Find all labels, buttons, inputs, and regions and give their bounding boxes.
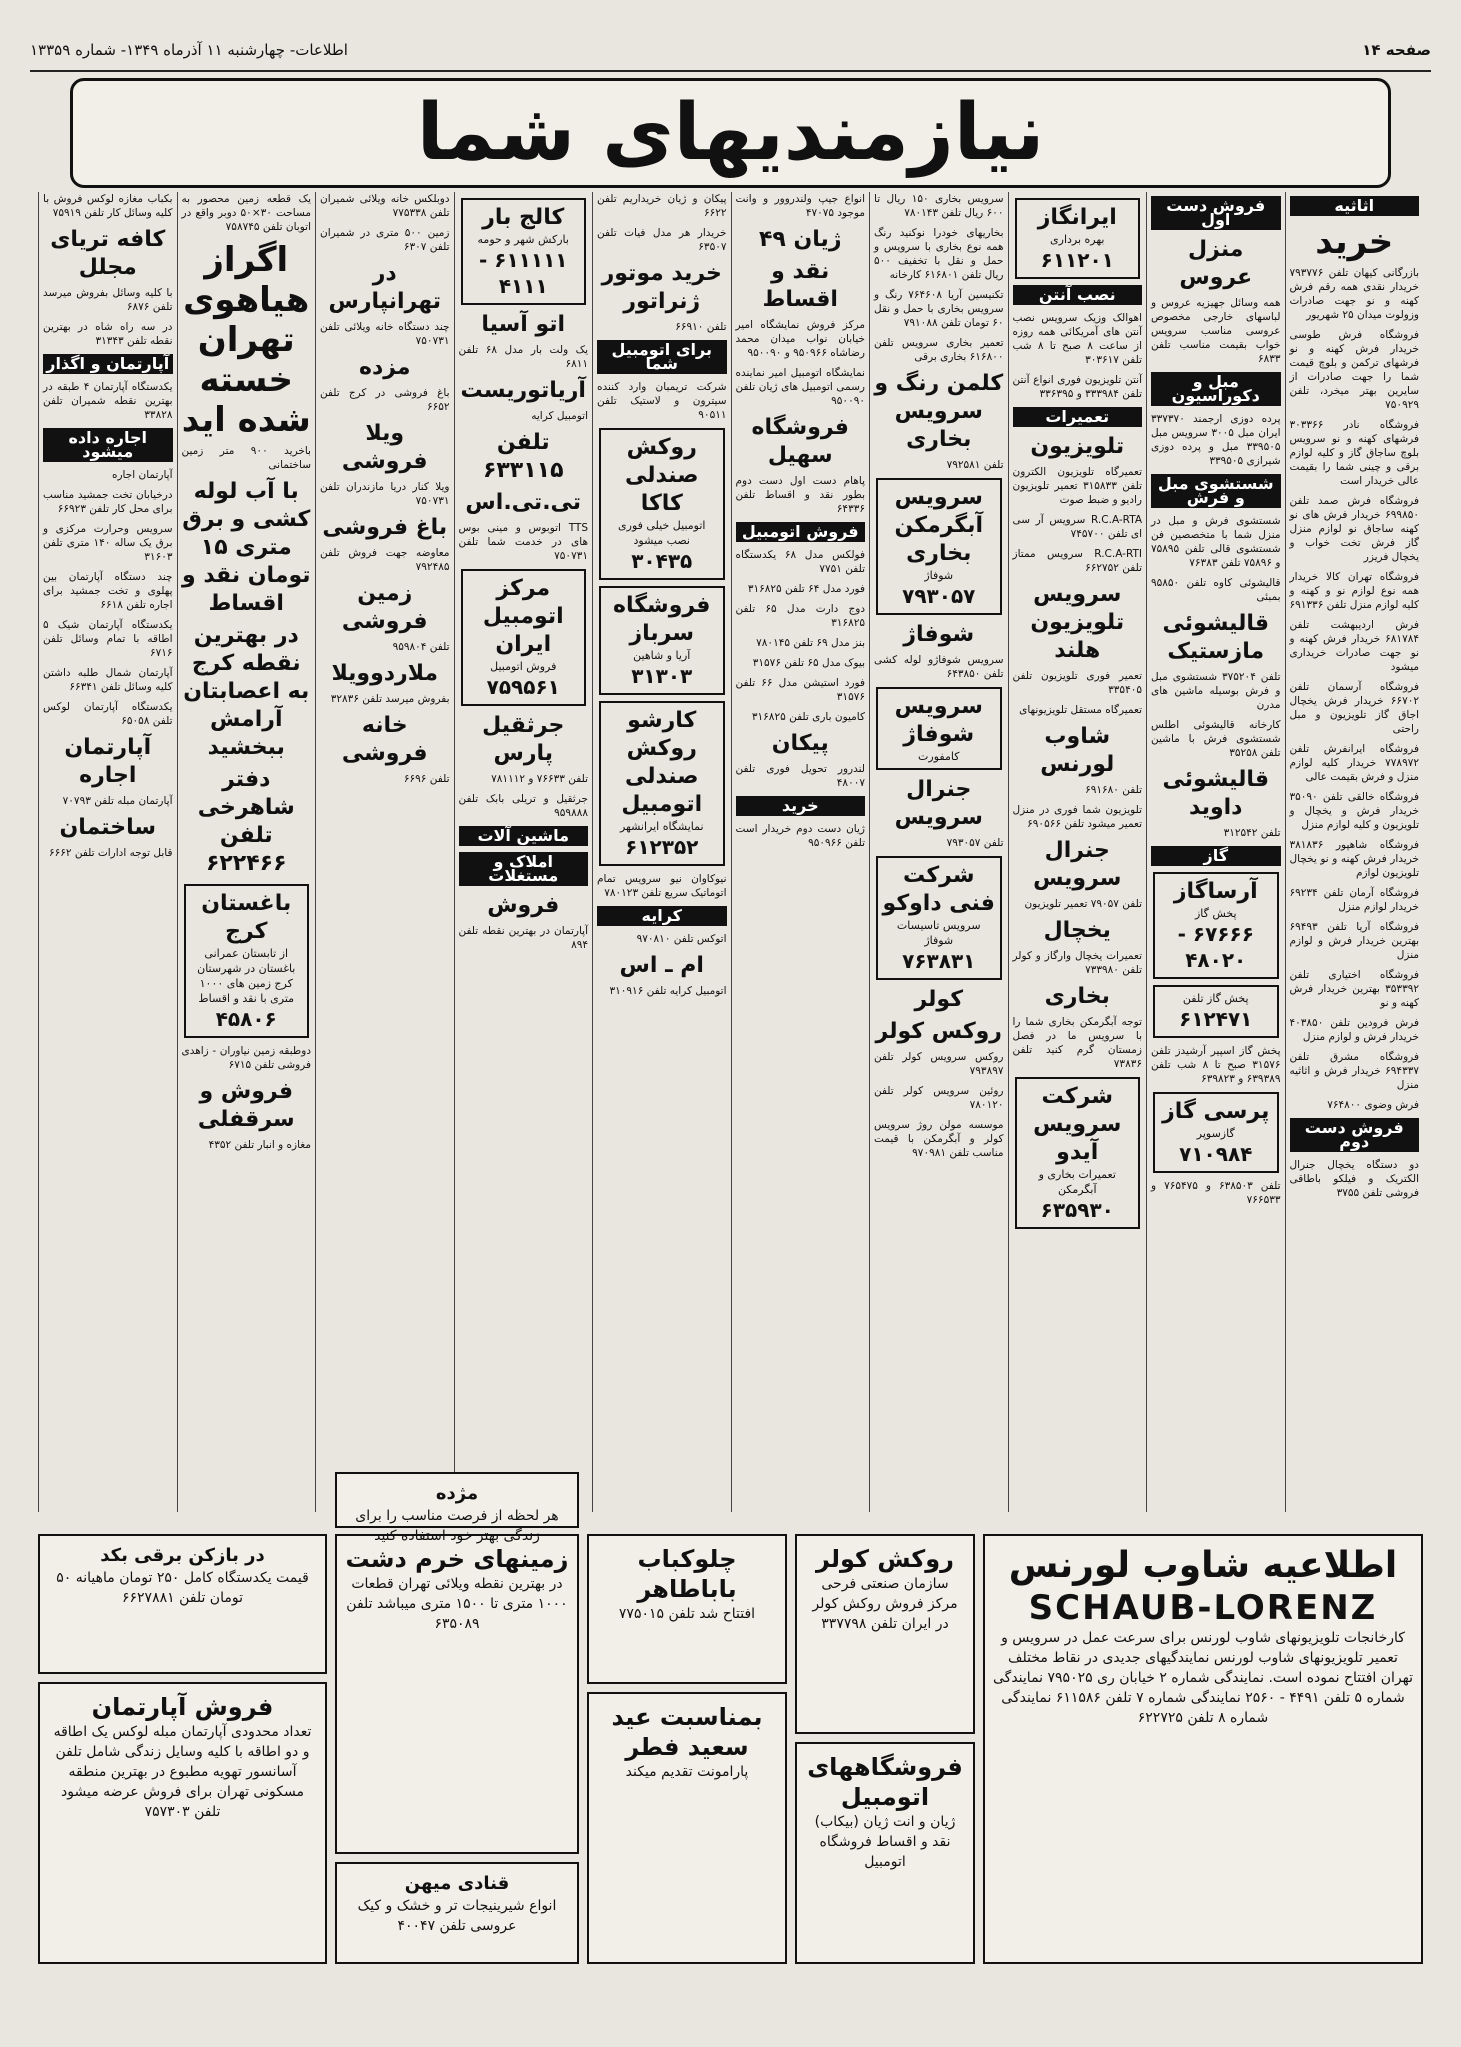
section-header: تعمیرات: [1013, 407, 1143, 427]
classified-ad: فروشگاه خالقی تلفن ۳۵۰۹۰ خریدار فرش و یخچال و تلویزیون و کلیه لوازم منزل: [1289, 791, 1419, 831]
classified-ad: تلفن ۹۵۹۸۰۴: [392, 641, 450, 653]
ad-heading: ملاردوویلا: [331, 661, 439, 686]
classified-ad: سرویس بخاری ۱۵۰ ریال تا ۶۰۰ ریال تلفن ۷۸۰۱۴۳: [874, 193, 1004, 219]
ad-title: کالج بار: [482, 205, 565, 230]
display-ad-a6: [335, 1534, 579, 1854]
ad-subtitle: از تابستان عمرانی باغستان در شهرستان کرج زمین های ۱۰۰۰ متری با نقد و اقساط: [197, 947, 296, 1005]
classified-ad: روکس سرویس کولر تلفن ۷۹۳۸۹۷: [874, 1051, 1004, 1077]
ad-heading: شاوب لورنس: [1040, 724, 1115, 777]
ad-subtitle: پخش گاز: [1194, 907, 1237, 920]
section-header: املاک و مستغلات: [459, 852, 589, 886]
classified-ad: مرکز فروش نمایشگاه امیر خیابان نواب میدان محمد رضاشاه ۹۵۰۹۶۶ و ۹۵۰۰۹۰: [735, 319, 865, 359]
display-ad-a8: [38, 1534, 327, 1674]
classified-ad: R.C.A-RTI سرویس ممتاز تلفن ۶۶۲۷۵۲: [1012, 548, 1142, 574]
ad-title: باغستان کرج: [201, 891, 292, 944]
section-header: اثاثیه: [1290, 196, 1420, 216]
classified-ad: دوطبقه زمین نیاوران - زاهدی فروشی تلفن ۶۷۱۵: [181, 1045, 311, 1071]
ad-phone: ۴۵۸۰۶: [215, 1007, 277, 1031]
ad-heading: باغ فروشی: [322, 515, 448, 540]
classified-ad: فروشگاه آرسمان تلفن ۶۶۷۰۲ خریدار فرش یخچال اجاق گاز تلویزیون و مبل راحتی: [1289, 681, 1419, 735]
display-ad-title: روکش کولر: [816, 1545, 954, 1573]
ad-heading: فروش: [487, 893, 560, 918]
column-c4: [869, 192, 1008, 1512]
section-header: فروش اتومبیل: [736, 522, 866, 542]
classified-ad: فروشگاه فرش صمد تلفن ۶۹۹۸۵۰ خریدار فرش های نو کهنه ساجاق نو لوازم منزل گاز فرش تخت خواب و یخچال فریزر: [1289, 495, 1419, 563]
classified-ad: بنز مدل ۶۹ تلفن ۷۸۰۱۴۵: [756, 637, 865, 649]
classified-ad: تلفن ۶۶۹۶: [403, 773, 450, 785]
classified-ad: بخاریهای خودرا نوکنید رنگ همه نوع بخاری با سرویس و حمل و نقل با تخفیف ۵۰۰ ریال تلفن ۶۱۶۸۰۱ کارخانه: [874, 227, 1004, 281]
classified-ad: اتومبیل کرایه تلفن ۳۱۰۹۱۶: [609, 985, 727, 997]
classified-ad: موسسه مولن روژ سرویس کولر و آبگرمکن با قیمت مناسب تلفن ۹۷۰۹۸۱: [874, 1119, 1004, 1159]
ad-subtitle: فروش اتومبیل: [490, 660, 557, 673]
classified-ad: آنتن تلویزیون فوری انواع آنتن تلفن ۳۳۳۹۸۴ و ۳۳۶۳۹۵: [1012, 374, 1142, 400]
ad-box: [1015, 198, 1141, 279]
ad-heading: مزده: [358, 355, 411, 380]
ad-heading: اتو آسیا: [481, 312, 566, 337]
ad-heading: کولر: [914, 987, 964, 1012]
display-ad-text: پارامونت تقدیم میکند: [625, 1764, 749, 1780]
ad-box: [876, 478, 1002, 615]
classified-ad: بازرگانی کیهان تلفن ۷۹۳۷۷۶ خریدار نقدی همه رقم فرش کهنه و نو جهت صادرات وزولوت میدان ۲۵ شهریور: [1289, 267, 1419, 321]
ad-subtitle: آریا و شاهین: [633, 649, 691, 662]
classified-ad: فروشگاه نادر ۳۰۳۳۶۶ فرشهای کهنه و نو سرویس بلوچ ساجاق گاز و کلیه لوازم برقی و چینی شما را بقیمت عالی خریدار است: [1289, 419, 1419, 487]
ad-heading: فروشگاه سهیل: [751, 415, 849, 468]
classified-ad: باخرید ۹۰۰ متر زمین ساختمانی: [181, 445, 311, 471]
section-header: خرید: [736, 796, 866, 816]
ad-title: کارشو روکش صندلی اتومبیل: [621, 708, 703, 817]
display-ad-text: سازمان صنعتی فرحی مرکز فروش روکش کولر در ایران تلفن ۳۳۷۷۹۸: [812, 1576, 958, 1632]
classified-ad: فورد استیشن مدل ۶۶ تلفن ۳۱۵۷۶: [735, 677, 865, 703]
classified-ad: تعمیرگاه مستقل تلویزیونهای: [1019, 704, 1142, 716]
classified-ad: آپارتمان اجاره: [111, 469, 173, 481]
classified-ad: سرویس وحرارت مرکزی و برق یک ساله ۱۴۰ متری تلفن ۳۱۶۰۳: [43, 523, 173, 563]
classified-ad: سرویس شوفاژو لوله کشی تلفن ۶۴۳۸۵۰: [874, 654, 1004, 680]
classified-ad: بفروش میرسد تلفن ۳۲۸۳۶: [330, 693, 450, 705]
ad-heading: تی.تی.اس: [465, 490, 582, 515]
ad-box: [184, 884, 310, 1038]
ad-subtitle: اتومبیل خیلی فوری نصب میشود: [618, 519, 706, 547]
ad-heading: ساختمان: [59, 815, 157, 840]
classified-ad: ویلا کنار دریا مازندران تلفن ۷۵۰۷۳۱: [320, 481, 450, 507]
classified-ad: بکباب مغازه لوکس فروش با کلیه وسائل کار تلفن ۷۵۹۱۹: [43, 193, 173, 219]
ad-heading: منزل عروس: [1179, 237, 1253, 290]
ad-heading: در تهرانپارس: [328, 261, 442, 314]
ad-heading: جنرال سرویس: [894, 777, 983, 830]
display-ad-a1: [983, 1534, 1423, 1964]
classified-ad: کارخانه قالیشوئی اطلس شستشوی فرش با ماشین تلفن ۳۵۲۵۸: [1151, 719, 1281, 759]
page-header: [30, 30, 1431, 72]
classified-ad: فورد مدل ۶۴ تلفن ۳۱۶۸۲۵: [747, 583, 865, 595]
ad-phone: ۶۱۲۴۷۱: [1179, 1007, 1253, 1031]
classified-ad: شستشوی فرش و مبل در منزل شما با متخصصین فن شستشوی قالی تلفن ۷۵۸۹۵ و ۷۵۸۹۶ تلفن ۷۶۳۸۳: [1151, 515, 1281, 569]
section-header: فروش دست دوم: [1290, 1118, 1420, 1152]
ad-heading: ژیان ۴۹: [759, 227, 842, 252]
ad-heading: پیکان: [771, 731, 829, 756]
classified-ad: دوبلکس خانه ویلائی شمیران تلفن ۷۷۵۳۳۸: [320, 193, 450, 219]
classified-ad: درخیابان تخت جمشید مناسب برای محل کار تلفن ۶۶۹۲۳: [43, 489, 173, 515]
ad-box: [876, 856, 1002, 980]
classified-ad: فروشگاه آرمان تلفن ۶۹۲۳۴ خریدار لوازم منزل: [1289, 887, 1419, 913]
classified-ad: تعمیر فوری تلویزیون تلفن ۳۳۵۴۰۵: [1012, 670, 1142, 696]
section-header: مبل و دکوراسیون: [1151, 372, 1281, 406]
ad-phone: ۷۵۹۵۶۱: [486, 675, 560, 699]
ad-heading: روکس کولر: [875, 1019, 1002, 1044]
ad-phone: ۶۷۶۶۶ - ۴۸۰۲۰: [1177, 922, 1254, 972]
classified-ad: قالیشوئی کاوه تلفن ۹۵۸۵۰ بمبئی: [1151, 577, 1281, 603]
classified-ad: فروشگاه شاهپور ۳۸۱۸۳۶ خریدار فرش کهنه و نو یخچال تلویزیون لوازم: [1289, 839, 1419, 879]
display-ad-title: قنادی میهن: [404, 1873, 510, 1894]
ad-title: سرویس آبگرمکن بخاری: [894, 485, 983, 566]
classified-ad: پرده دوزی ارجمند ۳۳۷۳۷۰ ایران مبل ۳۰۰۵ سرویس مبل ۳۳۹۵۰۵ مبل و پرده دوزی شیرازی ۳۳۹۵۰۵: [1151, 413, 1281, 467]
classified-ad: انواع جیپ ولندروور و وانت موجود ۴۷۰۷۵: [735, 193, 865, 219]
classified-ad: فروشگاه اختیاری تلفن ۳۵۳۳۹۲ بهترین خریدار فرش کهنه و نو: [1289, 969, 1419, 1009]
display-ad-a2: [795, 1534, 975, 1734]
classified-ad: باغ فروشی در کرج تلفن ۶۶۵۲: [320, 387, 450, 413]
classified-ad: تلفن ۷۹۲۵۸۱: [946, 459, 1004, 471]
column-c9: [177, 192, 316, 1512]
ad-box: [599, 428, 725, 580]
classified-ad: نیوکاوان نیو سرویس تمام اتوماتیک سریع تلفن ۷۸۰۱۲۳: [597, 873, 727, 899]
ad-heading: دفتر شاهرخی تلفن ۶۲۲۴۶۶: [197, 767, 295, 876]
ad-heading: آپارتمان اجاره: [64, 735, 152, 788]
ad-box: [461, 569, 587, 706]
classified-ad: قابل توجه ادارات تلفن ۶۶۶۲: [48, 847, 173, 859]
classified-ad: چند دستگاه خانه ویلائی تلفن ۷۵۰۷۳۱: [320, 321, 450, 347]
classified-ad: فروشگاه آریا تلفن ۶۹۴۹۳ بهترین خریدار فرش و لوازم منزل: [1289, 921, 1419, 961]
classified-ad: همه وسائل جهیزیه عروس و لباسهای خارجی مخصوص عروسی مناسب سرویس خواب بقیمت مناسب تلفن ۶۸۳۳: [1151, 297, 1281, 365]
ad-subtitle: بهره برداری: [1050, 233, 1105, 246]
display-ad-title: فروشگاههای اتومبیل: [807, 1753, 963, 1811]
classified-ad: تلفن ۶۶۹۱۰: [675, 321, 727, 333]
ad-box: [461, 198, 587, 305]
column-c6: [592, 192, 731, 1512]
display-ad-text: در بهترین نقطه ویلائی تهران قطعات ۱۰۰۰ متری تا ۱۵۰۰ متری میباشد تلفن ۶۳۵۰۸۹: [346, 1576, 568, 1632]
ad-box: [1015, 1077, 1141, 1229]
classified-ad: اتوکس تلفن ۹۷۰۸۱۰: [636, 933, 727, 945]
classified-ad: تلفن ۷۹۳۰۵۷: [946, 837, 1004, 849]
classified-ad: بیوک مدل ۶۵ تلفن ۳۱۵۷۶: [752, 657, 865, 669]
section-banner: [70, 78, 1391, 188]
ad-phone: ۷۱۰۹۸۴: [1179, 1142, 1253, 1166]
ad-box: [599, 701, 725, 866]
ad-heading: نقد و اقساط: [762, 259, 838, 312]
classified-ad: TTS اتوبوس و مینی بوس های در خدمت شما تلفن ۷۵۰۷۳۱: [458, 522, 588, 562]
ad-subtitle: سرویس تاسیسات شوفاژ: [896, 919, 981, 947]
ad-heading: فروش و سرقفلی: [197, 1079, 295, 1132]
classifieds-area: [38, 192, 1423, 1990]
ad-subtitle: نمایشگاه ایرانشهر: [619, 820, 704, 833]
ad-title: روکش صندلی کاکا: [625, 435, 699, 516]
classified-ad: کامیون باری تلفن ۳۱۶۸۲۵: [751, 711, 865, 723]
display-ad-a5: [587, 1692, 787, 1964]
classified-ad: روئین سرویس کولر تلفن ۷۸۰۱۲۰: [874, 1085, 1004, 1111]
ad-heading: قالیشوئی داوید: [1162, 767, 1270, 820]
ad-heading: با آب لوله کشی و برق متری ۱۵ تومان نقد و اقساط: [181, 479, 311, 616]
classified-ad: یکدستگاه آپارتمان ۴ طبقه در بهترین نقطه شمیران تلفن ۳۳۸۲۸: [43, 381, 173, 421]
ad-heading: شوفاژ: [903, 622, 975, 647]
classified-ad: معاوضه جهت فروش تلفن ۷۹۲۴۸۵: [320, 547, 450, 573]
display-ad-title: زمینهای خرم دشت: [345, 1545, 569, 1573]
section-header: شستشوی مبل و فرش: [1151, 474, 1281, 508]
classified-ad: چند دستگاه آپارتمان بین پهلوی و تخت جمشید برای اجاره تلفن ۶۶۱۸: [43, 571, 173, 611]
classified-ad: یکدستگاه آپارتمان شیک ۵ اطاقه با تمام وسائل تلفن ۶۷۱۶: [43, 619, 173, 659]
display-ad-a7: [335, 1862, 579, 1964]
banner-title: نیازمندیهای شما: [416, 88, 1045, 178]
classified-ad: یکدستگاه آپارتمان لوکس تلفن ۶۵۰۵۸: [43, 701, 173, 727]
section-header: کرایه: [597, 906, 727, 926]
display-ad-title: چلوکباب باباطاهر: [637, 1545, 737, 1603]
display-ad-a3: [795, 1742, 975, 1964]
classified-ad: فروشگاه تهران کالا خریدار همه نوع لوازم نو و کهنه و کلیه لوازم منزل تلفن ۶۹۱۳۳۶: [1289, 571, 1419, 611]
ad-title: شرکت سرویس آیدو: [1033, 1084, 1122, 1165]
ad-heading: جرثقیل پارس: [482, 713, 565, 766]
ad-box: [1153, 1092, 1279, 1173]
ad-box: [876, 687, 1002, 770]
ad-box: [1153, 985, 1279, 1038]
classified-ad: ژیان دست دوم خریدار است تلفن ۹۵۰۹۶۶: [735, 823, 865, 849]
ad-title: سرویس شوفاژ: [894, 694, 983, 747]
display-ad-a4: [587, 1534, 787, 1684]
classified-ad: آپارتمان مبله تلفن ۷۰۷۹۳: [62, 795, 173, 807]
section-header: اجاره داده میشود: [43, 428, 173, 462]
ad-box: [599, 586, 725, 695]
ad-heading: تلفن ۶۳۳۱۱۵: [482, 430, 564, 483]
ad-subtitle: بارکش شهر و حومه: [477, 233, 569, 246]
column-c2: [1146, 192, 1285, 1512]
classified-ad: اتومبیل کرایه: [531, 410, 588, 422]
display-ad-title: در بازکن برقی بکد: [100, 1545, 265, 1566]
ad-title: شرکت فنی داوکو: [882, 863, 995, 916]
ad-heading: تلویزیون: [1030, 434, 1125, 459]
section-header: فروش دست اول: [1151, 196, 1281, 230]
ad-title: فروشگاه سرباز: [613, 593, 711, 646]
ad-phone: ۷۹۳۰۵۷: [902, 584, 976, 608]
display-ad-text: افتتاح شد تلفن ۷۷۵۰۱۵: [618, 1606, 756, 1622]
ad-heading: آریاتوریست: [460, 378, 586, 403]
section-header: آپارتمان و اگذار: [43, 354, 173, 374]
classified-ad: آپارتمان در بهترین نقطه تلفن ۸۹۴: [458, 925, 588, 951]
ad-heading: اگراز هیاهوی تهران خسته شده اید: [181, 240, 311, 440]
classified-ad: شرکت تریمبان وارد کننده سیترون و لاستیک تلفن ۹۰۵۱۱: [597, 381, 727, 421]
classified-ad: اهوالک وزیک سرویس نصب آنتن های آمریکائی همه روزه از ساعت ۸ صبح تا ۸ شب تلفن ۳۰۳۶۱۷: [1012, 312, 1142, 366]
section-header: برای اتومبیل شما: [597, 340, 727, 374]
issue-info: اطلاعات- چهارشنبه ۱۱ آذرماه ۱۳۴۹- شماره ۱۳۳۵۹: [30, 41, 348, 59]
classified-ad: تلفن ۳۱۲۵۴۲: [1223, 827, 1281, 839]
section-header: نصب آنتن: [1013, 285, 1143, 305]
ad-heading: زمین فروشی: [341, 581, 428, 634]
classified-ad: تعمیرگاه تلویزیون الکترون تلفن ۳۱۵۸۳۳ تعمیر تلویزیون رادیو و ضبط صوت: [1012, 466, 1142, 506]
display-ad-a9: [38, 1682, 327, 1964]
classified-ad: جرثقیل و تریلی بابک تلفن ۹۵۹۸۸۸: [458, 793, 588, 819]
classified-ad: دو دستگاه یخچال جنرال الکتریک و فیلکو باطاقی فروشی تلفن ۳۷۵۵: [1289, 1159, 1419, 1199]
classified-ad: فروشگاه فرش طوسی خریدار فرش کهنه و نو فرشهای ترکمن و بلوچ قیمت شما را جهت صادرات از سایرین بهتر میخرد، تلفن ۷۵۰۹۲۹: [1289, 329, 1419, 411]
classified-ad: یک ولت بار مدل ۶۸ تلفن ۶۸۱۱: [458, 344, 588, 370]
classified-ad: فرش اردیبهشت تلفن ۶۸۱۷۸۴ خریدار فرش کهنه و نو جهت صادرات خریداری میشود: [1289, 619, 1419, 673]
classified-ad: پاهام دست اول دست دوم بطور نقد و اقساط تلفن ۶۴۳۳۶: [735, 475, 865, 515]
classified-ad: تکنیسین آریا ۷۶۴۶۰۸ رنگ و سرویس بخاری با حمل و نقل ۶۰ تومان تلفن ۷۹۱۰۸۸: [874, 289, 1004, 329]
classified-ad: فولکس مدل ۶۸ یکدستگاه تلفن ۷۷۵۱: [735, 549, 865, 575]
display-ad-text: هر لحظه از فرصت مناسب را برای زندگی بهتر خود استفاده کنید: [355, 1508, 559, 1544]
classified-ad: زمین ۵۰۰ متری در شمیران تلفن ۶۳۰۷: [320, 227, 450, 253]
ad-phone: ۷۶۳۸۳۱: [902, 949, 976, 973]
classified-ad: R.C.A-RTA سرویس آر سی ای تلفن ۷۴۵۷۰۰: [1012, 514, 1142, 540]
ad-heading: یخچال: [1043, 918, 1111, 943]
classified-ad: دوج دارت مدل ۶۵ تلفن ۳۱۶۸۲۵: [735, 603, 865, 629]
classified-ad: آپارتمان شمال طلبه داشتن کلیه وسائل تلفن ۶۶۳۴۱: [43, 667, 173, 693]
page-number: صفحه ۱۴: [1362, 41, 1431, 59]
ad-phone: ۶۱۱۲۰۱: [1040, 248, 1114, 272]
classified-ad: تعمیرات یخچال وارگاز و کولر تلفن ۷۳۳۹۸۰: [1012, 950, 1142, 976]
column-c7: [454, 192, 593, 1512]
display-ad-title: فروش آپارتمان: [91, 1693, 274, 1721]
display-ad-text: کارخانجات تلویزیونهای شاوب لورنس برای سرعت عمل در سرویس و تعمیر تلویزیونهای شاوب لورنس نمایندگیهای جدیدی در نقاط مختلف تهران افتتاح نموده است. نمایندگی شماره ۲ خیابان ری ۷۹۵۰۲۵ نمایندگی شماره ۵ تلفن ۴۴۹۱ - ۲۵۶۰ نمایندگی شماره ۷ تلفن ۶۱۱۵۸۶ نمایندگی شماره ۸ تلفن ۶۲۲۷۲۵: [993, 1630, 1413, 1726]
display-ad-text: ژیان و انت ژیان (بیکاب) نقد و اقساط فروشگاه اتومبیل: [814, 1814, 956, 1870]
classified-ad: مغازه و انبار تلفن ۴۳۵۲: [208, 1139, 311, 1151]
classified-ad: تلفن ۷۹۰۵۷ تعمیر تلویزیون: [1024, 898, 1142, 910]
ad-heading: خرید موتور ژنراتور: [601, 261, 722, 314]
classified-ad: خریدار هر مدل فیات تلفن ۶۳۵۰۷: [597, 227, 727, 253]
column-c3: [1008, 192, 1147, 1512]
ad-phone: ۶۱۲۳۵۲: [625, 835, 699, 859]
display-ad-title: اطلاعیه شاوب لورنس: [1008, 1545, 1398, 1586]
classified-ad: تلفن ۶۳۸۵۰۳ و ۷۶۵۴۷۵ و ۷۶۶۵۳۳: [1151, 1180, 1281, 1206]
ad-title: پرسی گاز: [1162, 1099, 1270, 1124]
ad-heading: خانه فروشی: [341, 713, 428, 766]
ad-heading: در بهترین نقطه کرج به اعصابتان آرامش ببخشید: [183, 623, 310, 760]
ad-heading: خرید: [1315, 222, 1394, 262]
ad-phone: ۶۳۵۹۳۰: [1040, 1198, 1114, 1222]
classified-ad: پیکان و ژیان خریداریم تلفن ۶۶۲۲: [597, 193, 727, 219]
column-c5: [731, 192, 870, 1512]
classified-ad: فرش وضوی ۷۶۴۸۰۰: [1327, 1099, 1419, 1111]
classified-ad: فرش فرودین تلفن ۴۰۳۸۵۰ خریدار فرش و لوازم منزل: [1289, 1017, 1419, 1043]
classified-ad: تلفن ۶۹۱۶۸۰: [1085, 784, 1142, 796]
display-ad-title: بمناسبت عید سعید فطر: [611, 1703, 763, 1761]
ad-title: مرکز اتومبیل ایران: [482, 576, 564, 657]
classified-ad: یک قطعه زمین محصور به مساحت ۳۰×۵۰ دوبر واقع در اتوبان تلفن ۷۵۸۷۴۵: [181, 193, 311, 233]
brand-logo-text: SCHAUB-LORENZ: [1028, 1588, 1378, 1628]
ad-title: آرساگاز: [1173, 879, 1258, 904]
ad-phone: ۳۰۴۳۵: [631, 549, 693, 573]
classified-ad: لندرور تحویل فوری تلفن ۴۸۰۰۷: [735, 763, 865, 789]
display-ad-text: انواع شیرینیجات تر و خشک و کیک عروسی تلفن ۴۰۰۴۷: [357, 1898, 557, 1934]
classified-ad: تلفن ۷۶۶۳۳ و ۷۸۱۱۱۲: [491, 773, 588, 785]
display-ad-text: قیمت یکدستگاه کامل ۲۵۰ تومان ماهیانه ۵۰ تومان تلفن ۶۶۲۷۸۸۱: [56, 1570, 309, 1606]
ad-heading: سرویس تلویزیون هلند: [1030, 582, 1125, 663]
classified-ad: در سه راه شاه در بهترین نقطه تلفن ۳۱۳۴۳: [43, 321, 173, 347]
ad-heading: کافه تریای مجلل: [50, 227, 166, 280]
classified-ad: تلفن ۳۷۵۲۰۴ شستشوی مبل و فرش بوسیله ماشین های مدرن: [1151, 671, 1281, 711]
ad-heading: جنرال سرویس: [1033, 838, 1122, 891]
classified-ad: فروشگاه مشرق تلفن ۶۹۴۳۳۷ خریدار فرش و اثاثیه منزل: [1289, 1051, 1419, 1091]
ad-subtitle: تعمیرات بخاری و آبگرمکن: [1038, 1168, 1116, 1196]
display-ad-text: تعداد محدودی آپارتمان مبله لوکس یک اطاقه و دو اطاقه با کلیه وسایل زندگی شامل تلفن آسانسور تهویه مطبوع در بهترین منطقه مسکونی تهران برای فروش عرضه میشود تلفن ۷۵۷۳۰۳: [53, 1724, 312, 1820]
ad-phone: ۳۱۳۰۳: [631, 664, 693, 688]
section-header: ماشین آلات: [459, 826, 589, 846]
ad-heading: کلمن رنگ و سرویس بخاری: [874, 371, 1004, 452]
classified-ad: توجه آبگرمکن بخاری شما را با سرویس ما در فصل زمستان گرم کنید تلفن ۷۳۸۳۶: [1012, 1016, 1142, 1070]
classified-ad: پخش گاز اسپیر آرشیدز تلفن ۳۱۵۷۶ صبح تا ۸ شب تلفن ۶۳۹۳۸۹ و ۶۳۹۸۲۳: [1151, 1045, 1281, 1085]
display-ad-title: مژده: [435, 1483, 479, 1504]
ad-subtitle: پخش گاز تلفن: [1182, 992, 1249, 1005]
ad-subtitle: گازسوپر: [1196, 1127, 1235, 1140]
ad-heading: بخاری: [1044, 984, 1110, 1009]
column-c10: [38, 192, 177, 1512]
column-c1: [1285, 192, 1424, 1512]
column-c8: [315, 192, 454, 1512]
ad-heading: ویلا فروشی: [341, 421, 428, 474]
ad-title: ایرانگاز: [1037, 205, 1117, 230]
classified-ad: تلویزیون شما فوری در منزل تعمیر میشود تلفن ۶۹۰۵۶۶: [1012, 804, 1142, 830]
ad-box: [1153, 872, 1279, 979]
classified-ad: با کلیه وسائل بفروش میرسد تلفن ۶۸۷۶: [43, 287, 173, 313]
section-header: گاز: [1151, 846, 1281, 866]
ad-heading: قالیشوئی مازستیک: [1162, 611, 1270, 664]
classified-ad: تعمیر بخاری سرویس تلفن ۶۱۶۸۰۰ بخاری برقی: [874, 337, 1004, 363]
display-ad-a10: [335, 1472, 579, 1544]
classified-ad: نمایشگاه اتومبیل امیر نماینده رسمی اتومبیل های ژیان تلفن ۹۵۰۰۹۰: [735, 367, 865, 407]
ad-phone: ۶۱۱۱۱۱ - ۴۱۱۱: [478, 248, 568, 298]
ad-subtitle: شوفاژ: [924, 569, 954, 582]
ad-heading: ام ـ اس: [619, 953, 704, 978]
ad-subtitle: کامفورت: [918, 750, 960, 763]
classified-ad: فروشگاه ایرانفرش تلفن ۷۷۸۹۷۲ خریدار کلیه لوازم منزل و فرش بقیمت عالی: [1289, 743, 1419, 783]
